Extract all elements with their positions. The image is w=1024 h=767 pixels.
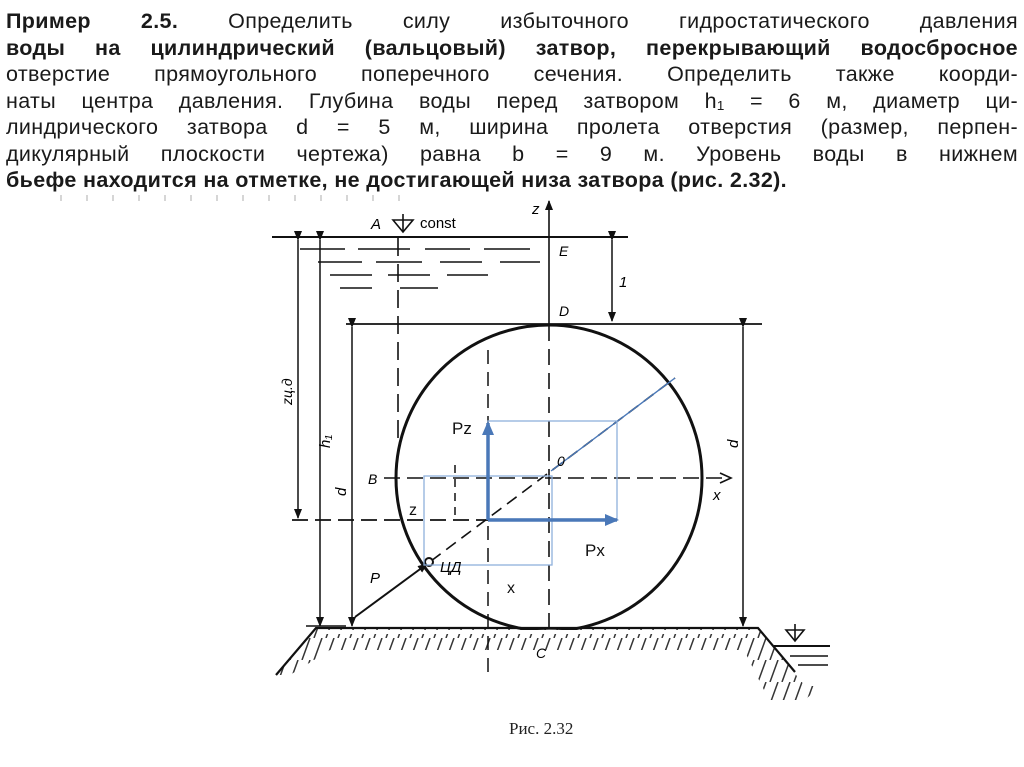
upstream-water xyxy=(272,237,628,288)
label-b: B xyxy=(368,471,378,487)
problem-line-1: Пример 2.5. Определить силу избыточного гидростатического давления xyxy=(6,9,1018,33)
label-d-left: d xyxy=(333,487,350,496)
radius-line xyxy=(551,378,675,471)
problem-line-7: бьефе находится на отметке, не достигающей низа затвора (рис. 2.32). xyxy=(6,168,787,192)
label-d-right: d xyxy=(725,439,742,448)
label-o: 0 xyxy=(557,453,565,469)
label-a: A xyxy=(371,216,382,233)
z-axis-label: z xyxy=(532,201,540,218)
problem-line-6: дикулярный плоскости чертежа) равна b = 9 м. Уровень воды в нижнем xyxy=(6,141,1018,166)
dimension-h1 xyxy=(306,240,346,626)
label-c: C xyxy=(536,645,547,661)
label-zcd: zц.д xyxy=(279,378,295,405)
problem-line-3: отверстие прямоугольного поперечного сечения. Определить также коорди- xyxy=(6,62,1018,86)
problem-line-4: наты центра давления. Глубина воды перед затвором h₁ = 6 м, диаметр ци- xyxy=(6,88,1018,113)
water-level-marker xyxy=(393,214,413,232)
ground-profile xyxy=(276,628,820,700)
problem-heading: Пример 2.5. xyxy=(6,9,179,33)
label-one: 1 xyxy=(619,274,628,291)
label-z-offset: z xyxy=(409,502,417,519)
problem-line-2: воды на цилиндрический (вальцовый) затвор, перекрывающий водосбросное xyxy=(6,35,1018,60)
label-h1: h₁ xyxy=(317,434,334,448)
label-d: D xyxy=(559,303,570,319)
label-pz: Pz xyxy=(452,419,472,438)
label-px: Px xyxy=(585,541,605,560)
figure-caption: Рис. 2.32 xyxy=(509,719,574,738)
label-cd: ЦД xyxy=(440,559,462,576)
x-axis-label: x xyxy=(713,487,721,504)
label-x-offset: x xyxy=(507,580,515,597)
resultant-force-arrow xyxy=(355,564,427,617)
label-p: P xyxy=(370,570,381,587)
label-e: E xyxy=(559,243,569,259)
label-const: const xyxy=(420,215,456,232)
problem-line-5: линдрического затвора d = 5 м, ширина пролета отверстия (размер, перпен- xyxy=(6,115,1018,139)
